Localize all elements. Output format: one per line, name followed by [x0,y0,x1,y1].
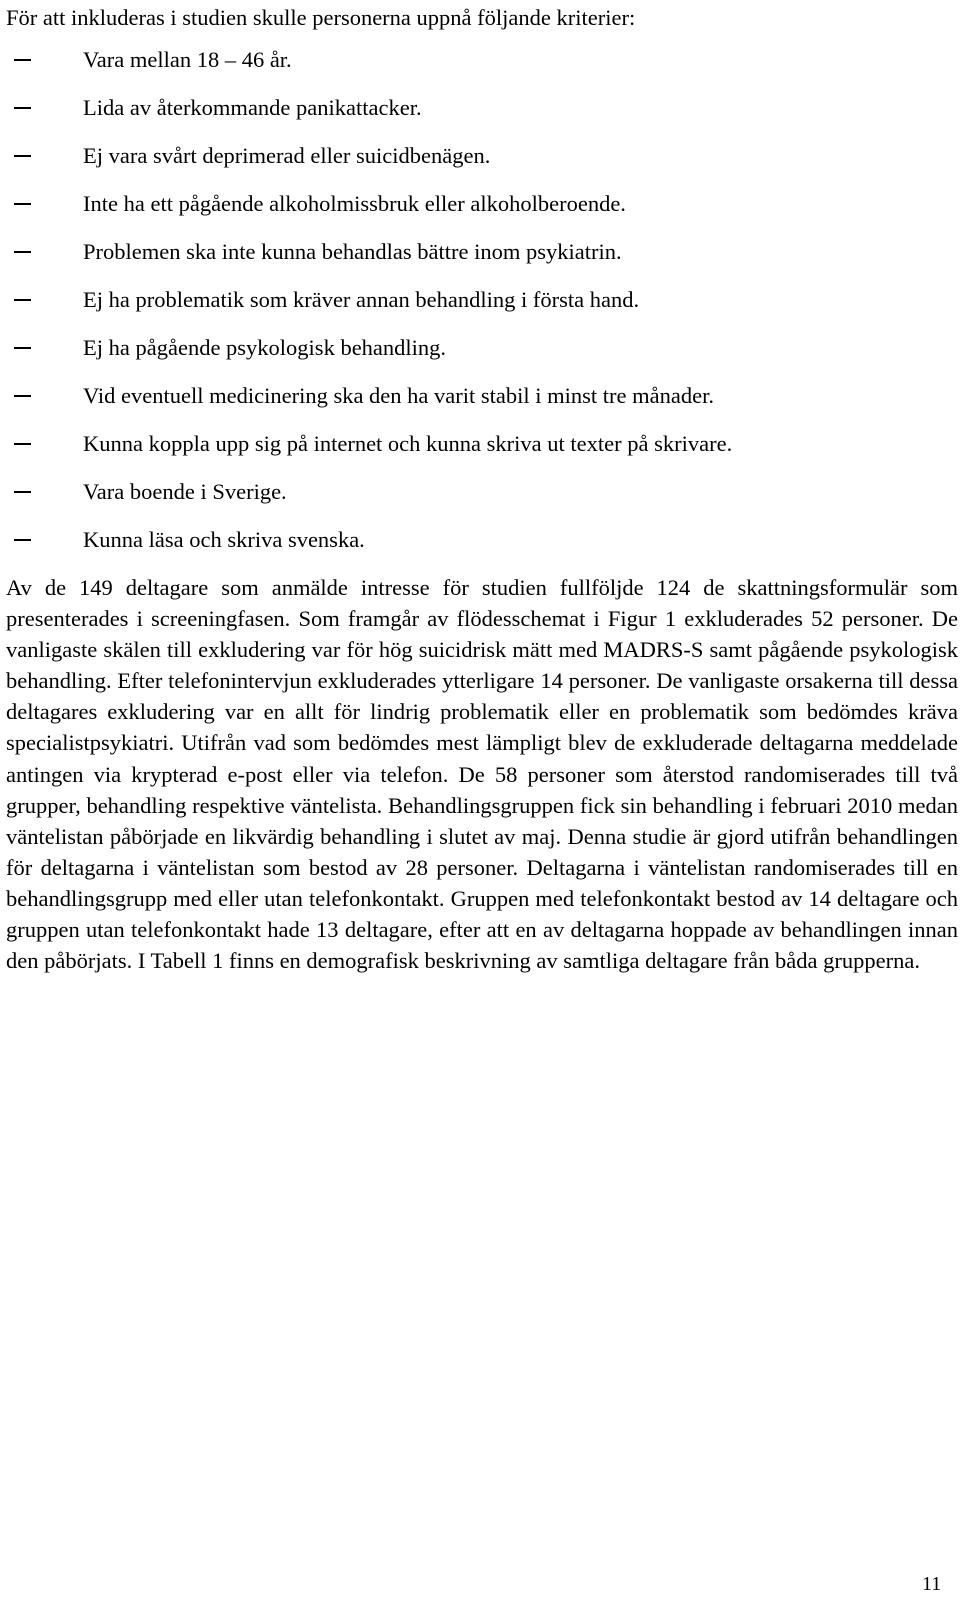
criteria-intro: För att inkluderas i studien skulle personerna uppnå följande kriterier: [6,5,636,30]
criteria-item-text: Ej vara svårt deprimerad eller suicidbenägen. [83,143,491,168]
criteria-item-text: Problemen ska inte kunna behandlas bättre inom psykiatrin. [83,239,622,264]
body-paragraph: Av de 149 deltagare som anmälde intresse för studien fullföljde 124 de skattningsformulär som presenterades i screeningfasen. Som framgår av flödesschemat i Figur 1 exkluderades 52 personer. De vanligaste skälen till exkludering var för hög suicidrisk mätt med MADRS-S samt pågående psykologisk behandling. Efter telefonintervjun exkluderades ytterligare 14 personer. De vanligaste orsakerna till dessa deltagares exkludering var en allt för lindrig problematik eller en problematik som bedömdes kräva specialistpsykiatri. Utifrån vad som bedömdes mest lämpligt blev de exkluderade deltagarna meddelade antingen via krypterad e-post eller via telefon. De 58 personer som återstod randomiserades till två grupper, behandling respektive väntelista. Behandlingsgruppen fick sin behandling i februari 2010 medan väntelistan påbörjade en likvärdig behandling i slutet av maj. Denna studie är gjord utifrån behandlingen för deltagarna i väntelistan som bestod av 28 personer. Deltagarna i väntelistan randomiserades till en behandlingsgrupp med eller utan telefonkontakt. Gruppen med telefonkontakt bestod av 14 deltagare och gruppen utan telefonkontakt hade 13 deltagare, efter att en av deltagarna hoppade av behandlingen innan den påbörjats. I Tabell 1 finns en demografisk beskrivning av samtliga deltagare från båda grupperna. [6,575,958,974]
dash-bullet-icon [14,347,31,349]
criteria-item-text: Ej ha pågående psykologisk behandling. [83,335,447,360]
criteria-item-text: Ej ha problematik som kräver annan behandling i första hand. [83,287,640,312]
dash-bullet-icon [14,59,31,61]
criteria-item-text: Vara boende i Sverige. [83,479,287,504]
criteria-item-text: Inte ha ett pågående alkoholmissbruk eller alkoholberoende. [83,191,626,216]
dash-bullet-icon [14,539,31,541]
dash-bullet-icon [14,395,31,397]
dash-bullet-icon [14,203,31,205]
dash-bullet-icon [14,107,31,109]
criteria-item-text: Kunna koppla upp sig på internet och kunna skriva ut texter på skrivare. [83,431,733,456]
dash-bullet-icon [14,155,31,157]
page-number: 11 [922,1573,942,1595]
dash-bullet-icon [14,299,31,301]
dash-bullet-icon [14,251,31,253]
dash-bullet-icon [14,491,31,493]
dash-bullet-icon [14,443,31,445]
criteria-item-text: Kunna läsa och skriva svenska. [83,527,365,552]
criteria-item-text: Vara mellan 18 – 46 år. [83,47,292,72]
criteria-item-text: Lida av återkommande panikattacker. [83,95,422,120]
criteria-item-text: Vid eventuell medicinering ska den ha varit stabil i minst tre månader. [83,383,714,408]
